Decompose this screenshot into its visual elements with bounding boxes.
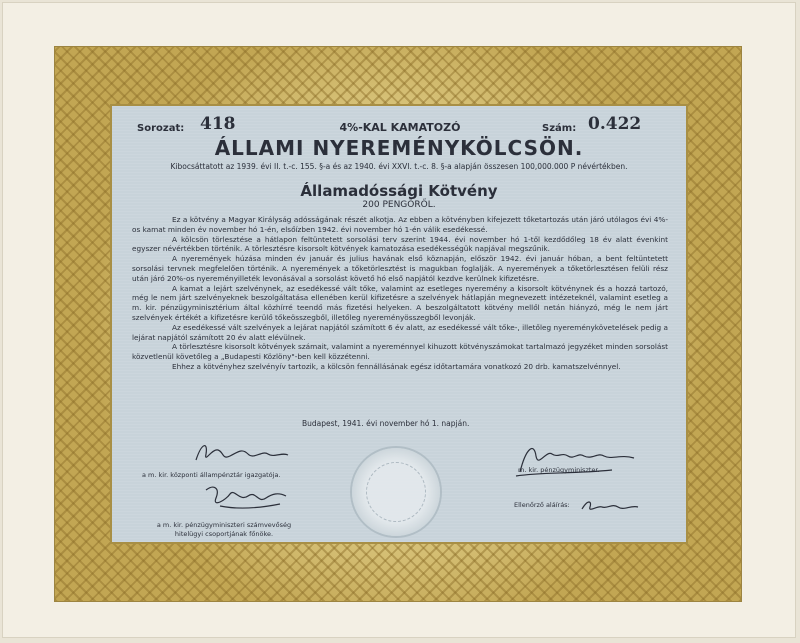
terms-paragraph: A nyeremények húzása minden év január és julius havának első köznapján, először 1942. évi január hóban, a bent feltüntetett sorsolási tervnek megfelelően történik. A nyeremények a tőketörlesztést is magukban foglalják. A nyeremények a tőketörlesztésen felüli rész után járó 20%-os nyereményilleték levonásával a sorsolást követő hó első napjától kezdve kerülnek kifizetésre. — [132, 254, 668, 283]
accounting-chief-caption: a m. kir. pénzügyminiszteri számvevőség hitelügyi csoportjának főnöke. — [156, 521, 292, 538]
terms-paragraph: A törlesztésre kisorsolt kötvények számait, valamint a nyereménnyel kihuzott kötvényszámokat tartalmazó jegyzéket minden sorsolást közvetlenül követőleg a „Budapesti Közlöny"-ben kell közzétenni. — [132, 342, 668, 362]
terms-paragraph: Ez a kötvény a Magyar Királyság adósságának részét alkotja. Az ebben a kötvényben kifejezett tőketartozás után járó utólagos évi 4%-os kamat minden év november hó 1-én, elsőízben 1942. évi november hó 1-én válik esedékessé. — [132, 215, 668, 234]
accounting-chief-signature — [200, 482, 290, 512]
number-label: Szám: — [542, 123, 577, 134]
finance-minister-caption: m. kir. pénzügyminiszter. — [518, 466, 600, 474]
document-subtitle: Államadóssági Kötvény — [300, 182, 498, 200]
control-signature-label: Ellenőrző aláírás: — [514, 501, 570, 509]
series-label: Sorozat: — [137, 123, 185, 134]
treasury-director-signature — [192, 440, 292, 466]
bond-terms — [132, 215, 668, 372]
control-signature — [578, 495, 642, 515]
issue-date: Budapest, 1941. évi november hó 1. napján. — [302, 419, 470, 428]
treasury-director-caption: a m. kir. központi állampénztár igazgatója. — [142, 471, 281, 479]
series-number: 418 — [200, 114, 236, 134]
terms-paragraph: A kamat a lejárt szelvénynek, az esedékessé vált tőke, valamint az esetleges nyeremény a kisorsolt kötvénynek és a hozzá tartozó, még le nem járt szelvényeknek beszolgáltatása ellenében kerül kifizetésre a szelvények hátlapján megnevezett intézeteknél, valamint esetleg a m. kir. pénzügyminisztérium által közhírré teendő más fizetési helyeken. A beszolgáltatott kötvény mellől netán hiányzó, még le nem járt szelvények értékét a kifizetésre kerülő tőkeösszegből, illetőleg nyereményösszegből levonják. — [132, 283, 668, 322]
bleed-through-mark — [2, 42, 52, 102]
interest-rate-line: 4%-KAL KAMATOZÓ — [339, 121, 461, 134]
bond-number: 0.422 — [588, 114, 642, 134]
terms-paragraph: Ehhez a kötvényhez szelvényív tartozik, a kölcsön fennállásának egész időtartamára vonatkozó 20 drb. kamatszelvénnyel. — [172, 361, 621, 371]
issuance-clause: Kibocsáttatott az 1939. évi II. t.-c. 155. §-a és az 1940. évi XXVI. t.-c. 8. §-a alapján összesen 100,000.000 P névértékben. — [170, 162, 628, 171]
denomination: 200 PENGŐRŐL. — [362, 200, 436, 210]
terms-paragraph: A kölcsön törlesztése a hátlapon feltüntetett sorsolási terv szerint 1944. évi november hó 1-től kezdődőleg 18 év alatt évenkint egyszer névértékben történik. A törlesztésre kisorsolt kötvények kamatozása esedékességük napjával megszűnik. — [132, 234, 668, 254]
terms-paragraph: Az esedékessé vált szelvények a lejárat napjától számított 6 év alatt, az esedékessé vált tőke-, illetőleg nyereménykövetelések pedig a lejárat napjától számított 20 év alatt elévülnek. — [132, 322, 668, 342]
bond-paper — [2, 2, 796, 638]
embossed-seal — [352, 448, 440, 536]
document-title: ÁLLAMI NYEREMÉNYKÖLCSÖN. — [214, 136, 584, 160]
